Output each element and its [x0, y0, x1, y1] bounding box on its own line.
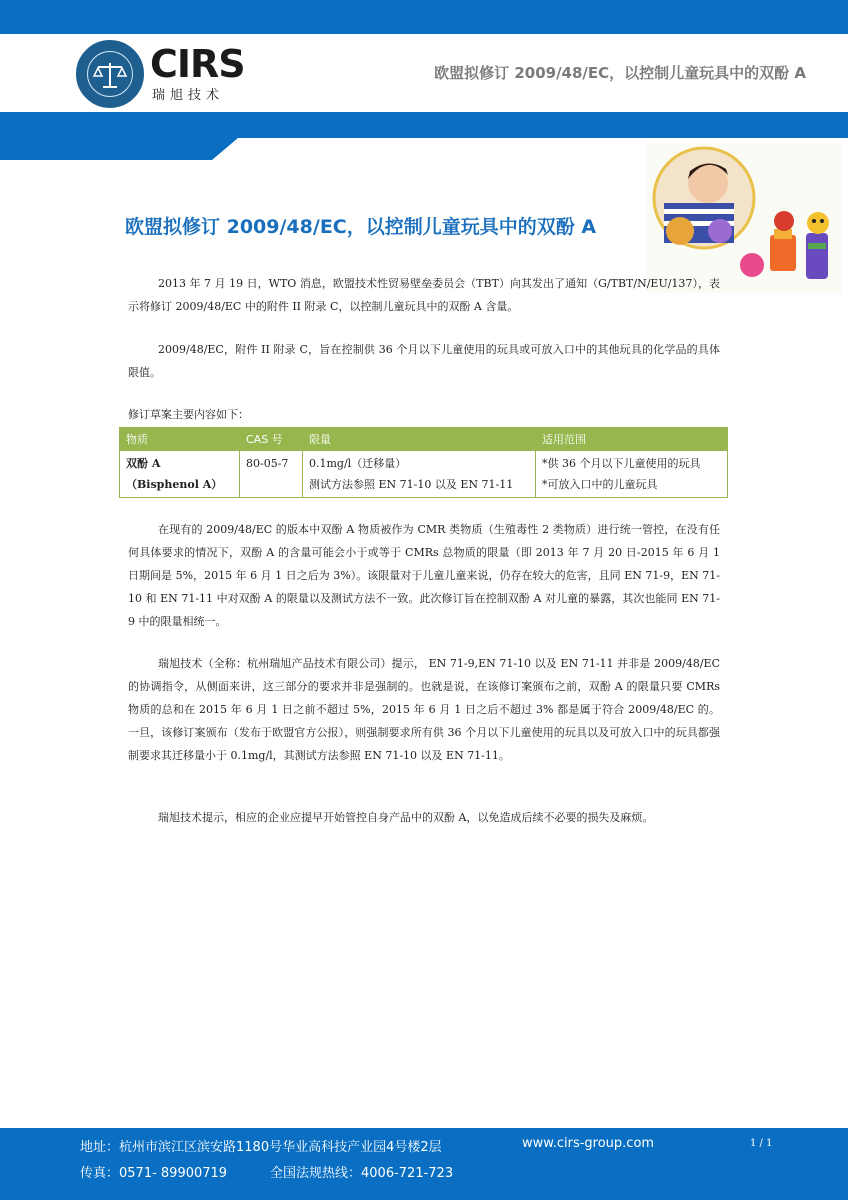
page-number: 1 / 1 [750, 1138, 773, 1149]
logo-subtitle: 瑞旭技术 [152, 88, 225, 103]
header-doc-title: 欧盟拟修订 2009/48/EC，以控制儿童玩具中的双酚 A [434, 64, 806, 82]
header-limit: 限量 [303, 428, 536, 451]
table-header-row [120, 428, 728, 451]
toddler-with-toys-photo [646, 143, 842, 293]
limit-test-method: 测试方法参照 EN 71-10 以及 EN 71-11 [309, 478, 514, 491]
footer-website[interactable]: www.cirs-group.com [522, 1136, 655, 1151]
scope-item: *可放入口中的儿童玩具 [542, 478, 658, 491]
paragraph-annex-scope: 2009/48/EC，附件 II 附录 C，旨在控制供 36 个月以下儿童使用的玩具或可放入口中的其他玩具的化学品的具体限值。 [128, 343, 720, 379]
footer-address: 地址：杭州市滨江区滨安路1180号华业高科技产业园4号楼2层 [80, 1140, 442, 1155]
header-scope: 适用范围 [536, 428, 728, 451]
article-title: 欧盟拟修订 2009/48/EC，以控制儿童玩具中的双酚 A [125, 216, 597, 238]
paragraph-notification: 2013 年 7 月 19 日，WTO 消息，欧盟技术性贸易壁垒委员会（TBT）向其发出了通知（G/TBT/N/EU/137），表示将修订 2009/48/EC 中的附件 II 附录 C，以控制儿童玩具中的双酚 A 含量。 [128, 277, 720, 313]
cirs-logo: CIRS [150, 42, 245, 86]
scope-item: *供 36 个月以下儿童使用的玩具 [542, 457, 701, 470]
paragraph-cirs-note: 瑞旭技术（全称：杭州瑞旭产品技术有限公司）提示， EN 71-9,EN 71-10 以及 EN 71-11 并非是 2009/48/EC 的协调指令，从侧面来讲，这三部分的要求并非是强制的。也就是说，在该修订案颁布之前，双酚 A 的限量只要 CMRs 物质的总和在 2015 年 6 月 1 日之前不超过 5%，2015 年 6 月 1 日之后不超过 3% 都是属于符合 2009/48/EC 的。一旦，该修订案颁布（发布于欧盟官方公报），则强制要求所有供 36 个月以下儿童使用的玩具以及可放入口中的玩具都强制要求其迁移量小于 0.1mg/l，其测试方法参照 EN 71-10 以及 EN 71-11。 [128, 657, 720, 762]
limits-table [119, 427, 728, 498]
scales-seal-icon [76, 40, 144, 108]
footer-bar [0, 1128, 848, 1200]
table-intro: 修订草案主要内容如下： [128, 408, 249, 421]
table-row [120, 451, 728, 498]
paragraph-recommendation: 瑞旭技术提示，相应的企业应提早开始管控自身产品中的双酚 A，以免造成后续不必要的损失及麻烦。 [158, 811, 654, 824]
footer-hotline: 全国法规热线：4006-721-723 [270, 1166, 454, 1181]
cell-limit [303, 451, 536, 498]
cell-cas: 80-05-7 [240, 451, 303, 498]
cell-scope [536, 451, 728, 498]
footer-fax: 传真：0571- 89900719 [80, 1166, 228, 1181]
paragraph-cmr-context: 在现有的 2009/48/EC 的版本中双酚 A 物质被作为 CMR 类物质（生殖毒性 2 类物质）进行统一管控，在没有任何具体要求的情况下，双酚 A 的含量可能会小于或等于 CMRs 总物质的限量（即 2013 年 7 月 20 日-2015 年 6 月 1 日期间是 5%，2015 年 6 月 1 日之后为 3%）。该限量对于儿童儿童来说，仍存在较大的危害，且同 EN 71-9，EN 71-10 和 EN 71-11 中对双酚 A 的限量以及测试方法不一致。此次修订旨在控制双酚 A 对儿童的暴露，其次也能同 EN 71-9 中的限量相统一。 [128, 523, 720, 628]
top-blue-bar [0, 0, 848, 34]
cell-substance: 双酚 A（Bisphenol A） [120, 451, 240, 498]
header-substance: 物质 [120, 428, 240, 451]
header-cas: CAS 号 [240, 428, 303, 451]
limit-value: 0.1mg/l（迁移量） [309, 457, 407, 470]
